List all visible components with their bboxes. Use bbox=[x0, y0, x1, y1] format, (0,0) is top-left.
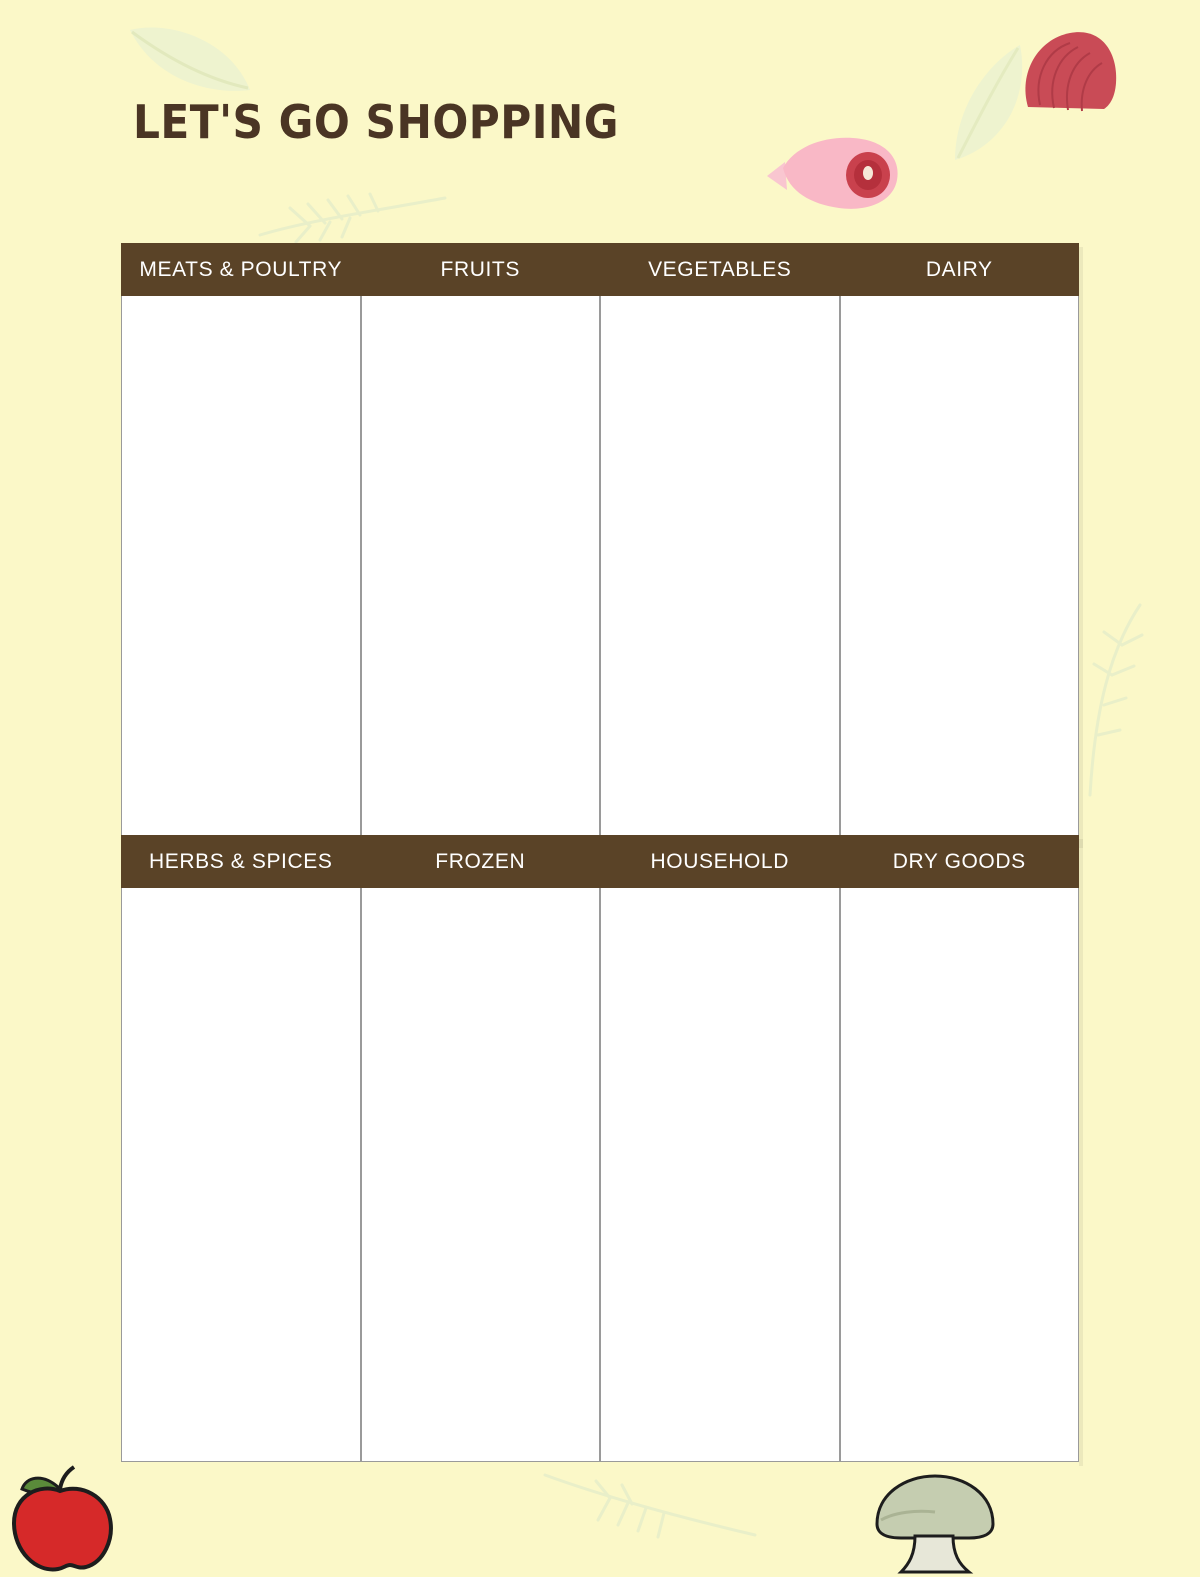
ham-leg-icon bbox=[755, 118, 905, 218]
column-header: FROZEN bbox=[361, 835, 601, 888]
category-column-fruits bbox=[361, 243, 601, 844]
page-title: LET'S GO SHOPPING bbox=[133, 95, 619, 149]
column-header: DAIRY bbox=[840, 243, 1080, 296]
column-write-area[interactable] bbox=[121, 296, 361, 844]
column-header: VEGETABLES bbox=[600, 243, 840, 296]
shopping-table-bottom bbox=[121, 835, 1079, 1462]
column-write-area[interactable] bbox=[361, 296, 601, 844]
column-header: FRUITS bbox=[361, 243, 601, 296]
apple-icon bbox=[0, 1465, 130, 1575]
category-column-household bbox=[600, 835, 840, 1462]
dill-sprig-icon bbox=[540, 1465, 760, 1545]
column-write-area[interactable] bbox=[600, 888, 840, 1462]
column-header: MEATS & POULTRY bbox=[121, 243, 361, 296]
category-column-frozen bbox=[361, 835, 601, 1462]
column-header: HERBS & SPICES bbox=[121, 835, 361, 888]
column-header: HOUSEHOLD bbox=[600, 835, 840, 888]
category-column-herbs-and-spices bbox=[121, 835, 361, 1462]
category-column-vegetables bbox=[600, 243, 840, 844]
column-write-area[interactable] bbox=[840, 296, 1080, 844]
column-write-area[interactable] bbox=[600, 296, 840, 844]
column-write-area[interactable] bbox=[121, 888, 361, 1462]
shopping-table-top bbox=[121, 243, 1079, 844]
column-write-area[interactable] bbox=[840, 888, 1080, 1462]
category-column-dry-goods bbox=[840, 835, 1080, 1462]
leaf-sprig-icon bbox=[925, 40, 1045, 170]
column-write-area[interactable] bbox=[361, 888, 601, 1462]
mushroom-icon bbox=[865, 1472, 1005, 1577]
column-header: DRY GOODS bbox=[840, 835, 1080, 888]
category-column-meats-and-poultry bbox=[121, 243, 361, 844]
category-column-dairy bbox=[840, 243, 1080, 844]
dill-sprig-icon bbox=[250, 190, 450, 250]
steak-slice-icon bbox=[1010, 25, 1125, 120]
